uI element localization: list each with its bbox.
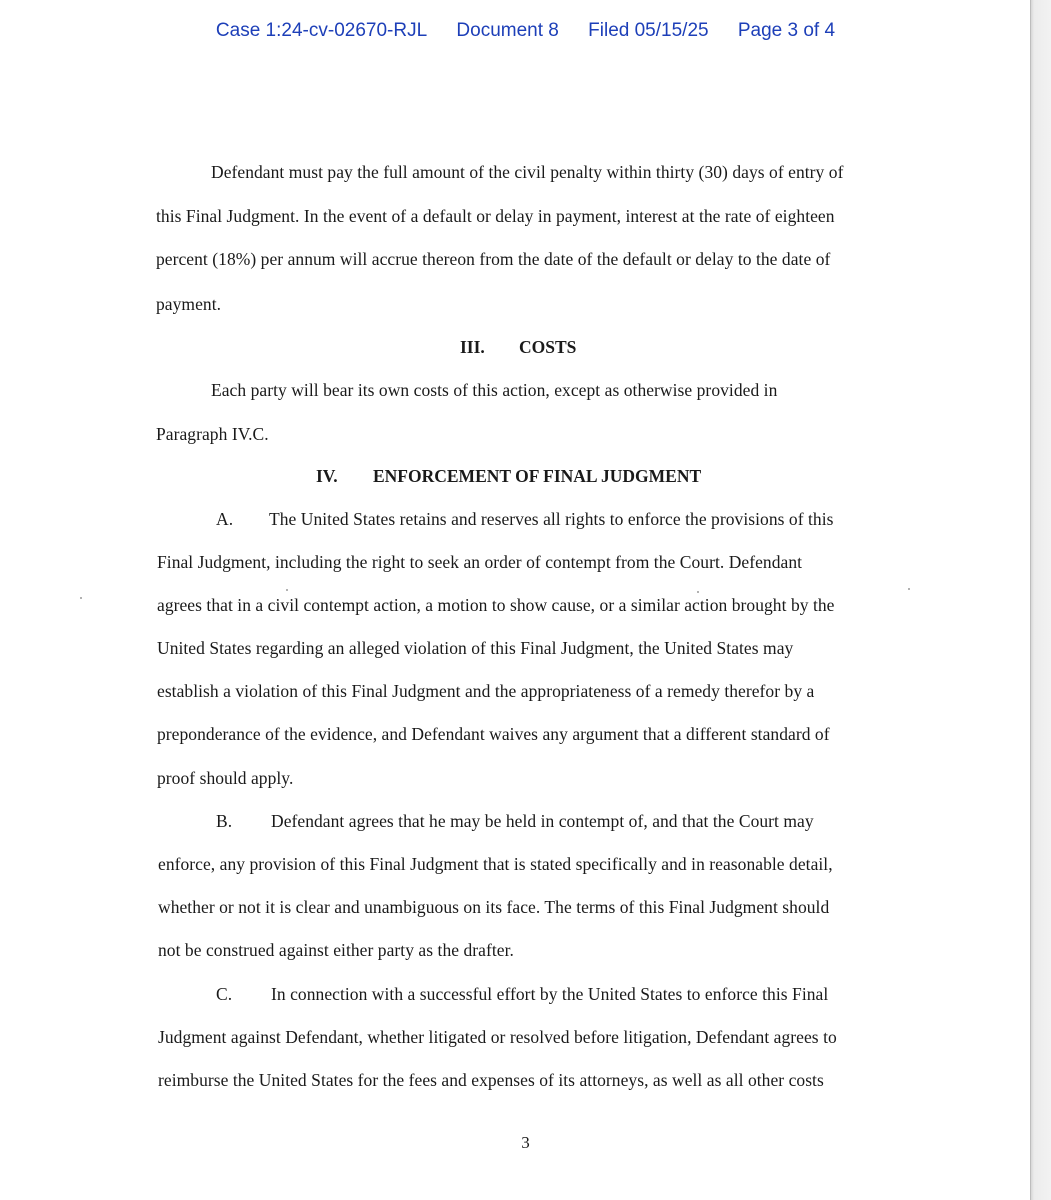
page-indicator: Page 3 of 4 — [737, 20, 836, 41]
case-number: Case 1:24-cv-02670-RJL — [215, 20, 428, 41]
page-edge-shadow — [1030, 0, 1051, 1200]
scan-speck — [908, 588, 910, 590]
text-line: whether or not it is clear and unambiguous on its face. The terms of this Final Judgment should — [158, 897, 830, 917]
scan-speck — [286, 589, 288, 591]
page-number: 3 — [521, 1133, 530, 1152]
text-line: Paragraph IV.C. — [156, 424, 269, 444]
section-number: III. — [460, 337, 485, 357]
text-line: In connection with a successful effort by the United States to enforce this Final — [271, 984, 829, 1004]
text-line: proof should apply. — [157, 768, 294, 788]
text-line: United States regarding an alleged violation of this Final Judgment, the United States may — [157, 638, 794, 658]
text-line: reimburse the United States for the fees and expenses of its attorneys, as well as all other costs — [158, 1070, 824, 1090]
text-line: enforce, any provision of this Final Judgment that is stated specifically and in reasonable detail, — [158, 854, 833, 874]
text-line: Defendant must pay the full amount of the civil penalty within thirty (30) days of entry of — [211, 162, 844, 182]
text-line: this Final Judgment. In the event of a default or delay in payment, interest at the rate of eighteen — [156, 206, 835, 226]
text-line: payment. — [156, 294, 222, 314]
text-line: Defendant agrees that he may be held in contempt of, and that the Court may — [271, 811, 814, 831]
scan-speck — [697, 591, 699, 593]
text-line: establish a violation of this Final Judgment and the appropriateness of a remedy therefor by a — [157, 681, 815, 701]
text-line: The United States retains and reserves all rights to enforce the provisions of this — [269, 509, 834, 529]
section-title: ENFORCEMENT OF FINAL JUDGMENT — [373, 466, 702, 486]
text-line: Final Judgment, including the right to seek an order of contempt from the Court. Defendant — [157, 552, 803, 572]
text-line: Judgment against Defendant, whether litigated or resolved before litigation, Defendant agrees to — [158, 1027, 837, 1047]
ecf-header — [0, 20, 1051, 42]
paragraph-label: B. — [216, 811, 233, 831]
paragraph-label: A. — [216, 509, 234, 529]
document-number: Document 8 — [456, 20, 559, 41]
text-line: Each party will bear its own costs of this action, except as otherwise provided in — [211, 380, 778, 400]
text-line: agrees that in a civil contempt action, a motion to show cause, or a similar action brought by the — [157, 595, 835, 615]
text-line: percent (18%) per annum will accrue thereon from the date of the default or delay to the date of — [156, 249, 831, 269]
section-title: COSTS — [519, 337, 577, 357]
section-number: IV. — [316, 466, 338, 486]
filed-date: Filed 05/15/25 — [588, 20, 709, 41]
paragraph-label: C. — [216, 984, 233, 1004]
text-line: preponderance of the evidence, and Defendant waives any argument that a different standard of — [157, 724, 830, 744]
text-line: not be construed against either party as the drafter. — [158, 940, 514, 960]
scan-speck — [80, 597, 82, 599]
